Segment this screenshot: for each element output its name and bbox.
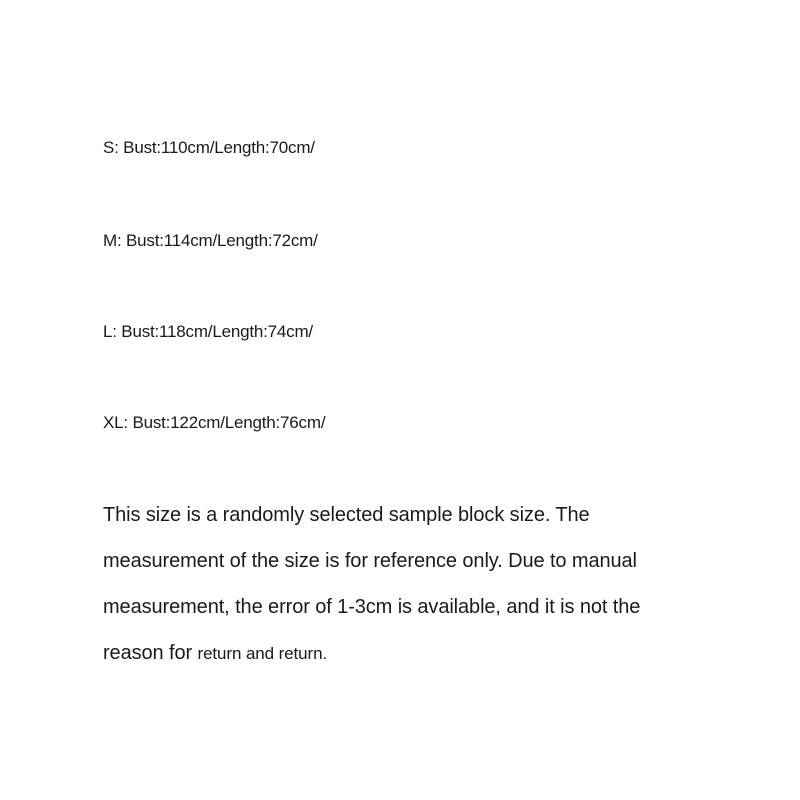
disclaimer-line-1: This size is a randomly selected sample block size. The: [103, 504, 590, 526]
disclaimer-line-3: measurement, the error of 1-3cm is available, and it is not the: [103, 596, 641, 618]
size-xl-line: XL: Bust:122cm/Length:76cm/: [103, 413, 326, 432]
size-l-line: L: Bust:118cm/Length:74cm/: [103, 322, 313, 341]
disclaimer-line-4-start: reason for: [103, 642, 198, 664]
disclaimer-line-2: measurement of the size is for reference only. Due to manual: [103, 550, 637, 572]
disclaimer-line-4-end: return and return.: [197, 644, 328, 663]
size-m-line: M: Bust:114cm/Length:72cm/: [103, 231, 318, 250]
size-s-line: S: Bust:110cm/Length:70cm/: [103, 138, 315, 157]
disclaimer-line-4: [103, 642, 743, 665]
